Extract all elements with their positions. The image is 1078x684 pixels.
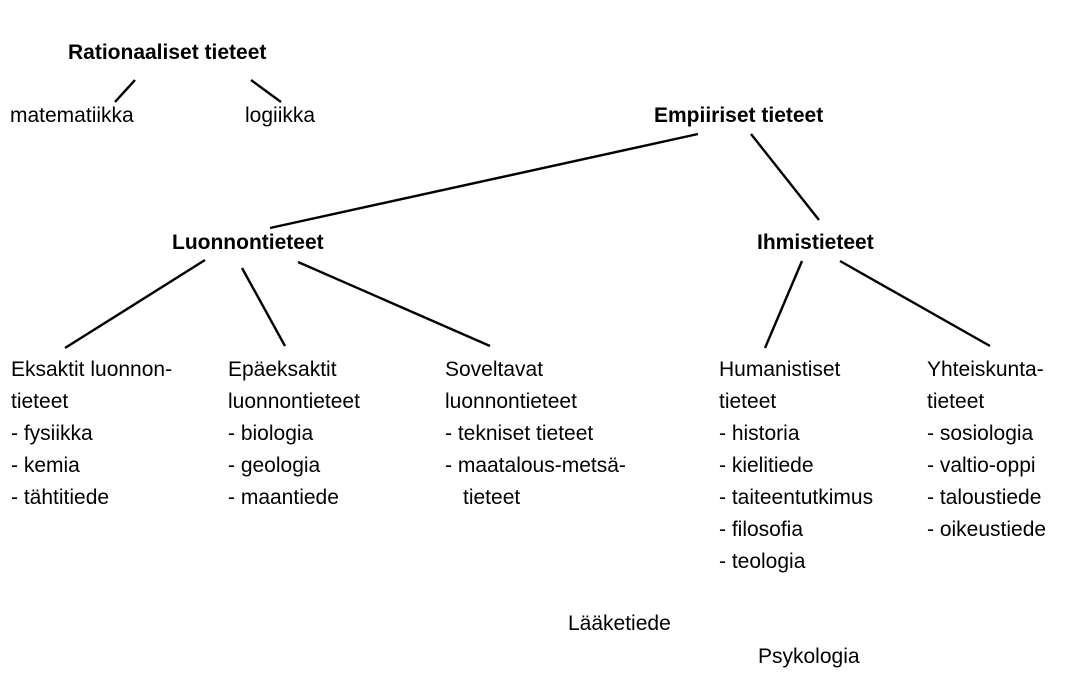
logiikka-label: logiikka [245, 104, 316, 127]
group-item: - teologia [719, 550, 806, 573]
connector-empiiriset-ihmistieteet [751, 134, 819, 220]
group-line: Epäeksaktit [228, 358, 337, 381]
group-item: - historia [719, 422, 800, 445]
empiiriset-tieteet-heading: Empiiriset tieteet [654, 104, 824, 127]
group-line: luonnontieteet [445, 390, 577, 413]
group-line: tieteet [927, 390, 985, 413]
group-item: - filosofia [719, 518, 804, 541]
group-item-continuation: tieteet [463, 486, 521, 509]
luonnontieteet-heading: Luonnontieteet [172, 231, 324, 254]
group-item: - fysiikka [11, 422, 93, 445]
matematiikka-label: matematiikka [10, 104, 134, 127]
group-item: - maantiede [228, 486, 339, 509]
group-line: Soveltavat [445, 358, 544, 381]
connector-rationaaliset-matematiikka [115, 80, 135, 102]
group-item: - taiteentutkimus [719, 486, 874, 509]
connector-luonnontieteet-eksaktit [65, 260, 205, 348]
connector-luonnontieteet-epaeksaktit [242, 268, 285, 346]
group-line: tieteet [11, 390, 69, 413]
group-line: Eksaktit luonnon- [11, 358, 173, 381]
rationaaliset-tieteet-heading: Rationaaliset tieteet [68, 41, 267, 64]
group-item: - tähtitiede [11, 486, 110, 509]
group-item: - oikeustiede [927, 518, 1047, 541]
group-item: - taloustiede [927, 486, 1042, 509]
group-item: - biologia [228, 422, 314, 445]
laaketiede-label: Lääketiede [568, 612, 671, 635]
connector-empiiriset-luonnontieteet [270, 134, 698, 228]
group-line: luonnontieteet [228, 390, 360, 413]
psykologia-label: Psykologia [758, 645, 860, 668]
group-line: tieteet [719, 390, 777, 413]
connector-rationaaliset-logiikka [251, 80, 281, 102]
group-item: - tekniset tieteet [445, 422, 594, 445]
ihmistieteet-heading: Ihmistieteet [757, 231, 874, 254]
soveltavat-luonnontieteet-group [445, 354, 626, 514]
humanistiset-tieteet-group [719, 354, 873, 578]
group-line: Humanistiset [719, 358, 841, 381]
group-item: - kielitiede [719, 454, 814, 477]
group-item: - kemia [11, 454, 80, 477]
group-item: - sosiologia [927, 422, 1034, 445]
group-line: Yhteiskunta- [927, 358, 1044, 381]
connector-ihmistieteet-humanistiset [765, 261, 802, 348]
eksaktit-luonnontieteet-group [11, 354, 172, 514]
connector-ihmistieteet-yhteiskunta [840, 261, 990, 346]
group-item: - valtio-oppi [927, 454, 1036, 477]
epaeksaktit-luonnontieteet-group [228, 354, 360, 514]
yhteiskuntatieteet-group [927, 354, 1046, 546]
group-item: - geologia [228, 454, 321, 477]
connector-luonnontieteet-soveltavat [298, 262, 490, 346]
group-item: - maatalous-metsä- [445, 454, 626, 477]
